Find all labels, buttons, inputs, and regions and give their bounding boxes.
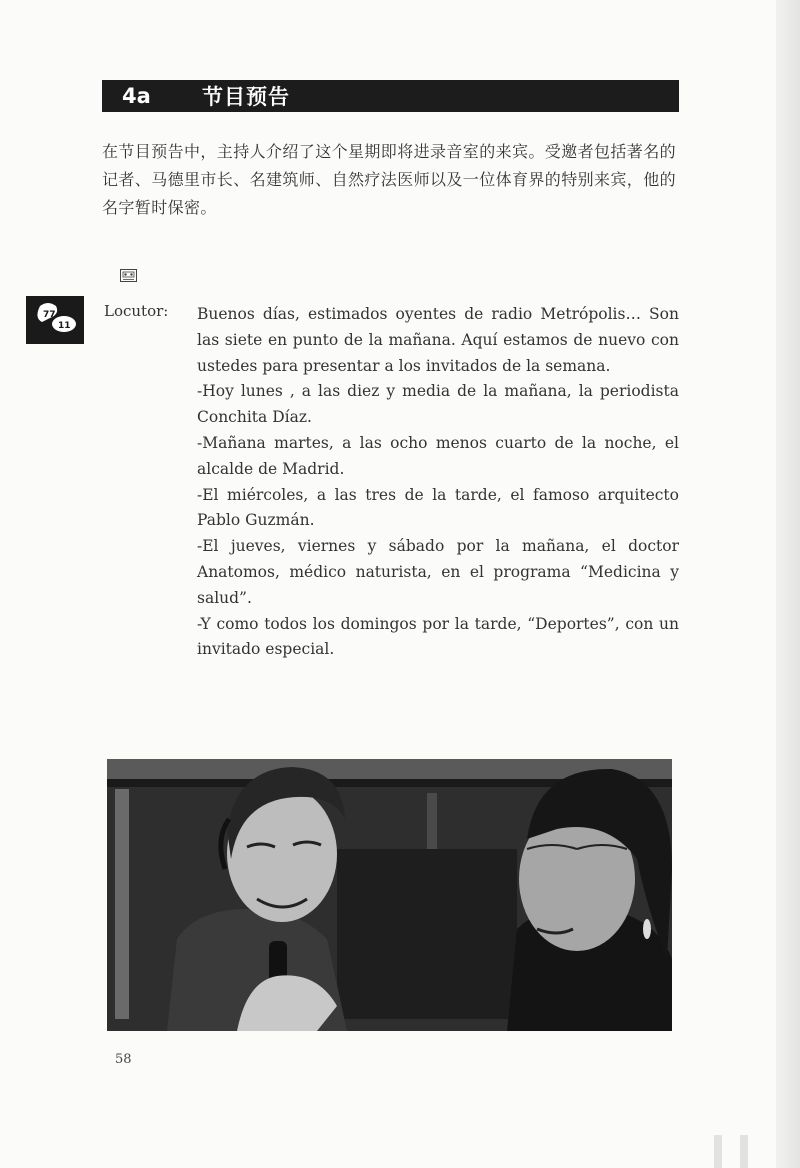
scan-edge-marks: [712, 1135, 762, 1168]
section-number: 4a: [122, 84, 151, 108]
radio-studio-illustration: [107, 759, 672, 1031]
page-edge-shadow: [776, 0, 800, 1168]
dialog-text: [197, 302, 679, 663]
intro-paragraph: 在节目预告中，主持人介绍了这个星期即将进录音室的来宾。受邀者包括著名的记者、马德里市长、名建筑师、自然疗法医师以及一位体育界的特别来宾，他的名字暂时保密。: [102, 142, 677, 217]
page-number: 58: [115, 1052, 132, 1067]
dialog-paragraph: -Hoy lunes , a las diez y media de la mañana, la periodista Conchita Díaz.: [197, 382, 679, 427]
dialog-paragraph: Buenos días, estimados oyentes de radio Metrópolis… Son las siete en punto de la mañana. Aquí estamos de nuevo con ustedes para presentar a los invitados de la semana.: [197, 305, 679, 375]
dialog-paragraph: -El jueves, viernes y sábado por la mañana, el doctor Anatomos, médico naturista, en el programa “Medicina y salud”.: [197, 537, 679, 607]
track-number-badge: [26, 296, 84, 344]
cassette-icon: [120, 269, 137, 282]
dialog-paragraph: -Y como todos los domingos por la tarde, “Deportes”, con un invitado especial.: [197, 614, 679, 659]
track-number-top: 77: [43, 310, 56, 320]
speaker-label: Locutor:: [104, 302, 169, 320]
dialog-paragraph: -Mañana martes, a las ocho menos cuarto de la noche, el alcalde de Madrid.: [197, 433, 679, 478]
dialog-paragraph: -El miércoles, a las tres de la tarde, el famoso arquitecto Pablo Guzmán.: [197, 485, 679, 530]
track-number-bottom: 11: [58, 321, 71, 331]
section-title: 节目预告: [202, 85, 290, 109]
section-header: [102, 80, 679, 112]
